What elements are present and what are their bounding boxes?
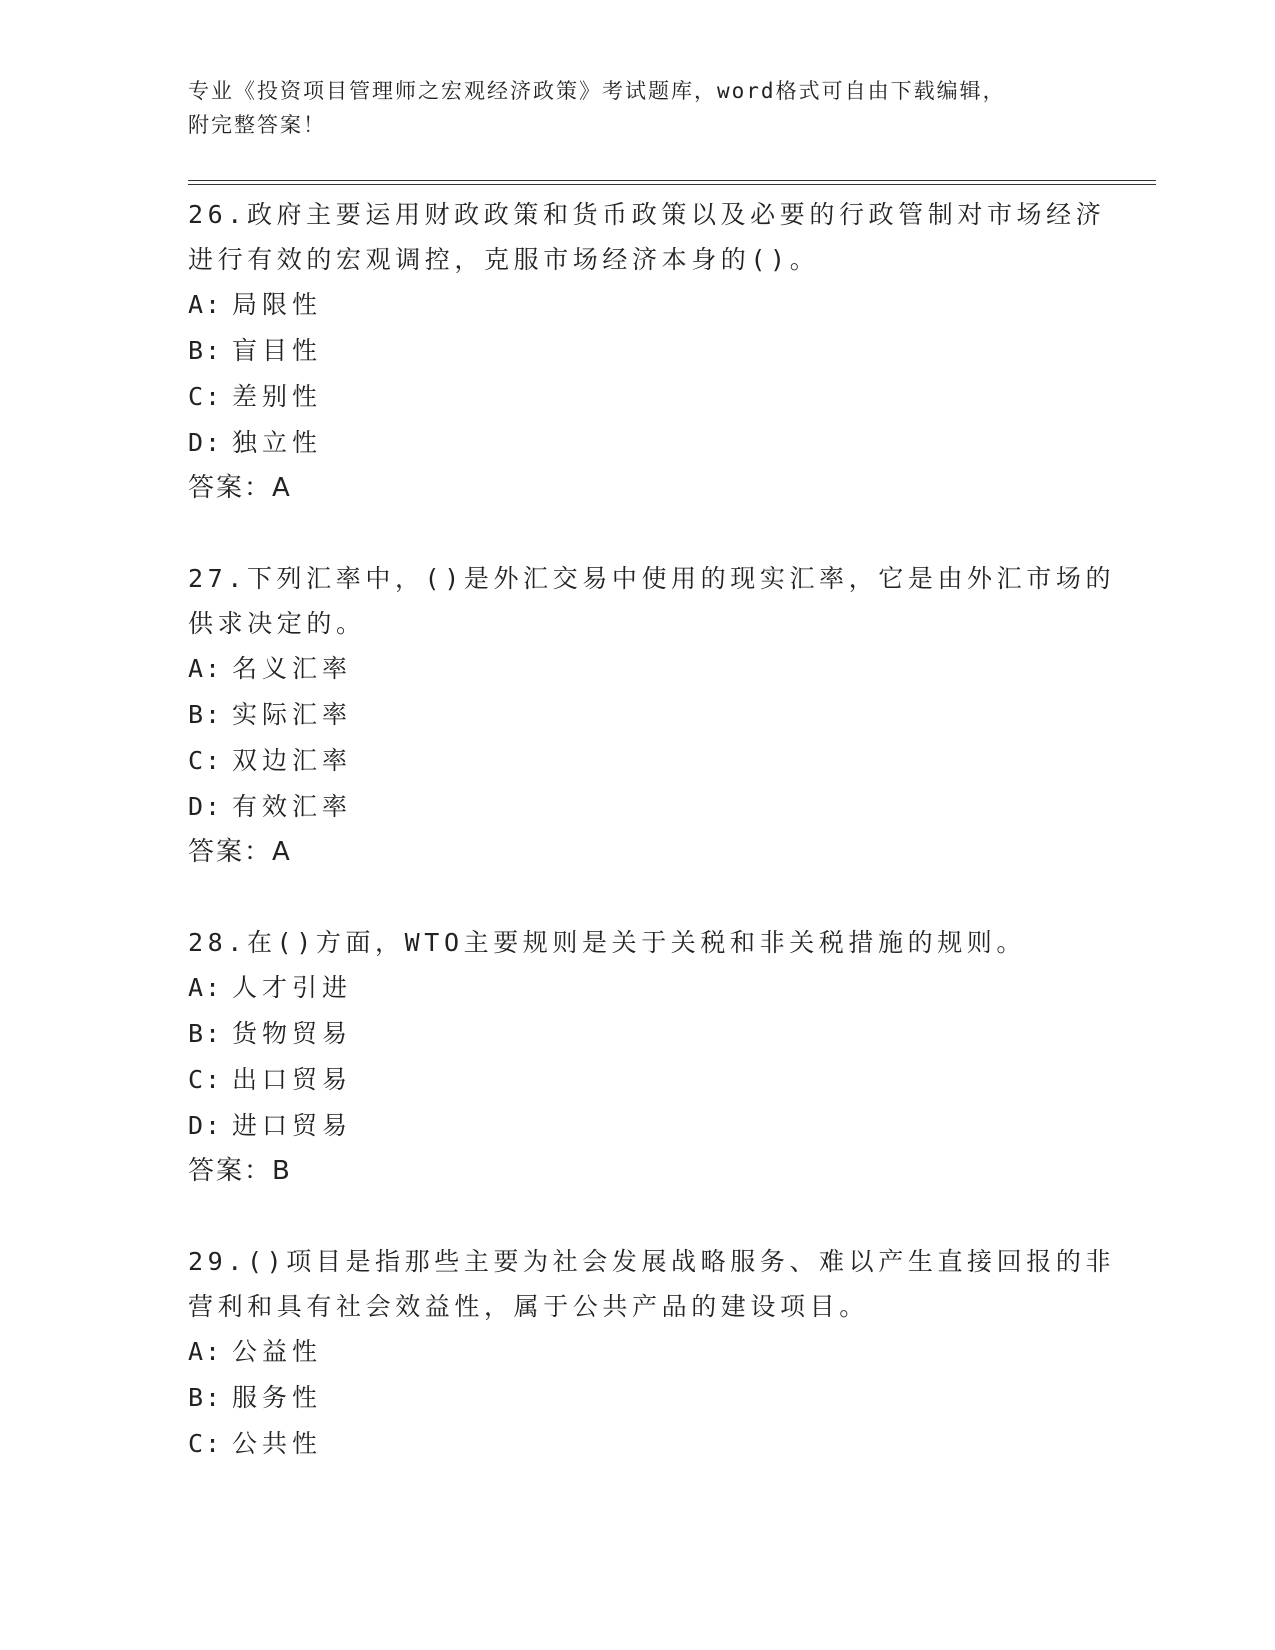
option-text: 公益性 — [232, 1337, 323, 1366]
option-key: C: — [188, 1429, 223, 1458]
option-text: 实际汇率 — [232, 700, 353, 729]
option-key: C: — [188, 746, 223, 775]
question-list — [188, 192, 1116, 1513]
question-block — [188, 192, 1106, 510]
option-text: 人才引进 — [232, 973, 353, 1002]
question-stem-line: 进行有效的宏观调控，克服市场经济本身的()。 — [188, 245, 820, 274]
option-key: C: — [188, 382, 223, 411]
option-text: 双边汇率 — [232, 746, 353, 775]
question-block — [188, 556, 1116, 874]
question-stem-line: 28.在()方面，WTO主要规则是关于关税和非关税措施的规则。 — [188, 928, 1027, 957]
header-line-1: 专业《投资项目管理师之宏观经济政策》考试题库，word格式可自由下载编辑， — [188, 79, 1006, 103]
option-key: D: — [188, 1111, 223, 1140]
option-key: A: — [188, 654, 223, 683]
header-divider-top — [188, 180, 1156, 181]
answer-option — [188, 738, 1088, 784]
option-text: 服务性 — [232, 1383, 323, 1412]
answer-option — [188, 1011, 1088, 1057]
question-block — [188, 1239, 1116, 1467]
answer-option — [188, 1421, 1088, 1467]
answer-option — [188, 1329, 1088, 1375]
option-key: A: — [188, 290, 223, 319]
option-text: 名义汇率 — [232, 654, 353, 683]
question-stem — [188, 556, 1116, 646]
answer-key: 答案：A — [188, 473, 292, 503]
answer-option — [188, 328, 1088, 374]
question-stem — [188, 192, 1106, 282]
question-stem-line: 供求决定的。 — [188, 609, 366, 638]
answer-option — [188, 1057, 1088, 1103]
question-block — [188, 920, 1088, 1193]
answer-option — [188, 692, 1088, 738]
option-text: 进口贸易 — [232, 1111, 353, 1140]
answer-option — [188, 282, 1088, 328]
answer-key: 答案：B — [188, 1156, 292, 1186]
answer-option — [188, 1103, 1088, 1149]
header-divider-bottom — [188, 184, 1156, 185]
answer-option — [188, 965, 1088, 1011]
answer-key: 答案：A — [188, 837, 292, 867]
document-header — [188, 74, 1088, 142]
option-text: 货物贸易 — [232, 1019, 353, 1048]
question-stem-line: 营利和具有社会效益性，属于公共产品的建设项目。 — [188, 1292, 869, 1321]
answer-option — [188, 374, 1088, 420]
question-stem — [188, 1239, 1116, 1329]
option-text: 独立性 — [232, 428, 323, 457]
option-key: A: — [188, 1337, 223, 1366]
option-text: 公共性 — [232, 1429, 323, 1458]
option-text: 有效汇率 — [232, 792, 353, 821]
option-key: B: — [188, 1019, 223, 1048]
question-stem-line: 27.下列汇率中，()是外汇交易中使用的现实汇率，它是由外汇市场的 — [188, 564, 1116, 593]
option-text: 盲目性 — [232, 336, 323, 365]
option-key: D: — [188, 792, 223, 821]
option-key: D: — [188, 428, 223, 457]
question-stem-line: 26.政府主要运用财政政策和货币政策以及必要的行政管制对市场经济 — [188, 200, 1106, 229]
option-key: B: — [188, 700, 223, 729]
answer-option — [188, 420, 1088, 466]
question-stem-line: 29.()项目是指那些主要为社会发展战略服务、难以产生直接回报的非 — [188, 1247, 1116, 1276]
answer-option — [188, 646, 1088, 692]
question-stem — [188, 920, 1088, 965]
option-key: B: — [188, 336, 223, 365]
option-text: 差别性 — [232, 382, 323, 411]
option-key: C: — [188, 1065, 223, 1094]
answer-option — [188, 784, 1088, 830]
answer-option — [188, 1375, 1088, 1421]
option-key: B: — [188, 1383, 223, 1412]
option-text: 出口贸易 — [232, 1065, 353, 1094]
option-text: 局限性 — [232, 290, 323, 319]
option-key: A: — [188, 973, 223, 1002]
header-line-2: 附完整答案！ — [188, 113, 326, 137]
